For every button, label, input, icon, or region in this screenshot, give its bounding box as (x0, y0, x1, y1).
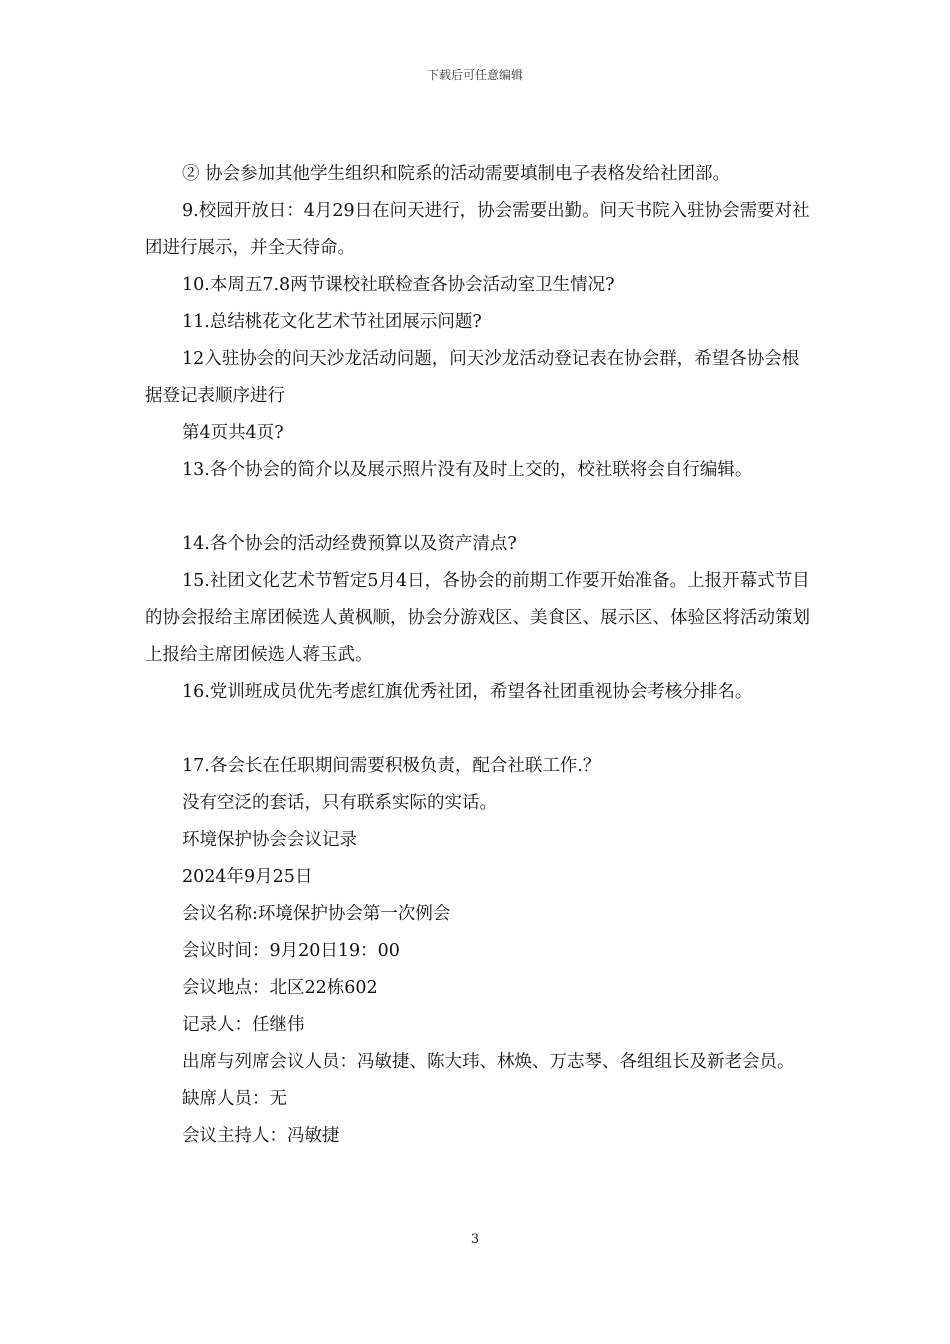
closing-remark: 没有空泛的套话，只有联系实际的实话。 (182, 793, 497, 813)
meeting-host: 会议主持人：冯敏捷 (182, 1126, 340, 1146)
meeting-time: 会议时间：9月20日19：00 (182, 941, 400, 961)
minutes-title: 环境保护协会会议记录 (182, 830, 357, 850)
blank-line (145, 489, 810, 526)
page-count-note: 第4页共4页? (182, 423, 284, 443)
attendees: 出席与列席会议人员：冯敏捷、陈大玮、林焕、万志琴、各组组长及新老会员。 (182, 1052, 795, 1072)
document-body (145, 156, 810, 1155)
meeting-name: 会议名称:环境保护协会第一次例会 (182, 904, 451, 924)
paragraph-item-14: 14.各个协会的活动经费预算以及资产清点? (182, 534, 517, 554)
paragraph-item-11: 11.总结桃花文化艺术节社团展示问题? (182, 312, 482, 332)
absentees: 缺席人员：无 (182, 1089, 287, 1109)
page-number: 3 (470, 1232, 480, 1247)
paragraph-item-16: 16.党训班成员优先考虑红旗优秀社团，希望各社团重视协会考核分排名。 (182, 682, 753, 702)
paragraph-item-12: 12入驻协会的问天沙龙活动问题，问天沙龙活动登记表在协会群，希望各协会根据登记表顺序进行 (145, 349, 800, 406)
blank-line (145, 711, 810, 748)
paragraph-item-10: 10.本周五7.8两节课校社联检查各协会活动室卫生情况? (182, 275, 615, 295)
paragraph-item-13: 13.各个协会的简介以及展示照片没有及时上交的，校社联将会自行编辑。 (182, 460, 753, 480)
recorder: 记录人：任继伟 (182, 1015, 305, 1035)
page-header: 下载后可任意编辑 (426, 68, 523, 82)
meeting-location: 会议地点：北区22栋602 (182, 978, 378, 998)
paragraph-item-17: 17.各会长在任职期间需要积极负责，配合社联工作.？ (182, 756, 601, 776)
paragraph-item-9: 9.校园开放日：4月29日在问天进行，协会需要出勤。问天书院入驻协会需要对社团进行展示，并全天待命。 (145, 201, 810, 258)
minutes-date: 2024年9月25日 (182, 867, 313, 887)
paragraph-item-15: 15.社团文化艺术节暂定5月4日，各协会的前期工作要开始准备。上报开幕式节目的协会报给主席团候选人黄枫顺，协会分游戏区、美食区、展示区、体验区将活动策划上报给主席团候选人蒋玉武。 (145, 571, 810, 665)
paragraph-item-2: ② 协会参加其他学生组织和院系的活动需要填制电子表格发给社团部。 (182, 164, 731, 184)
